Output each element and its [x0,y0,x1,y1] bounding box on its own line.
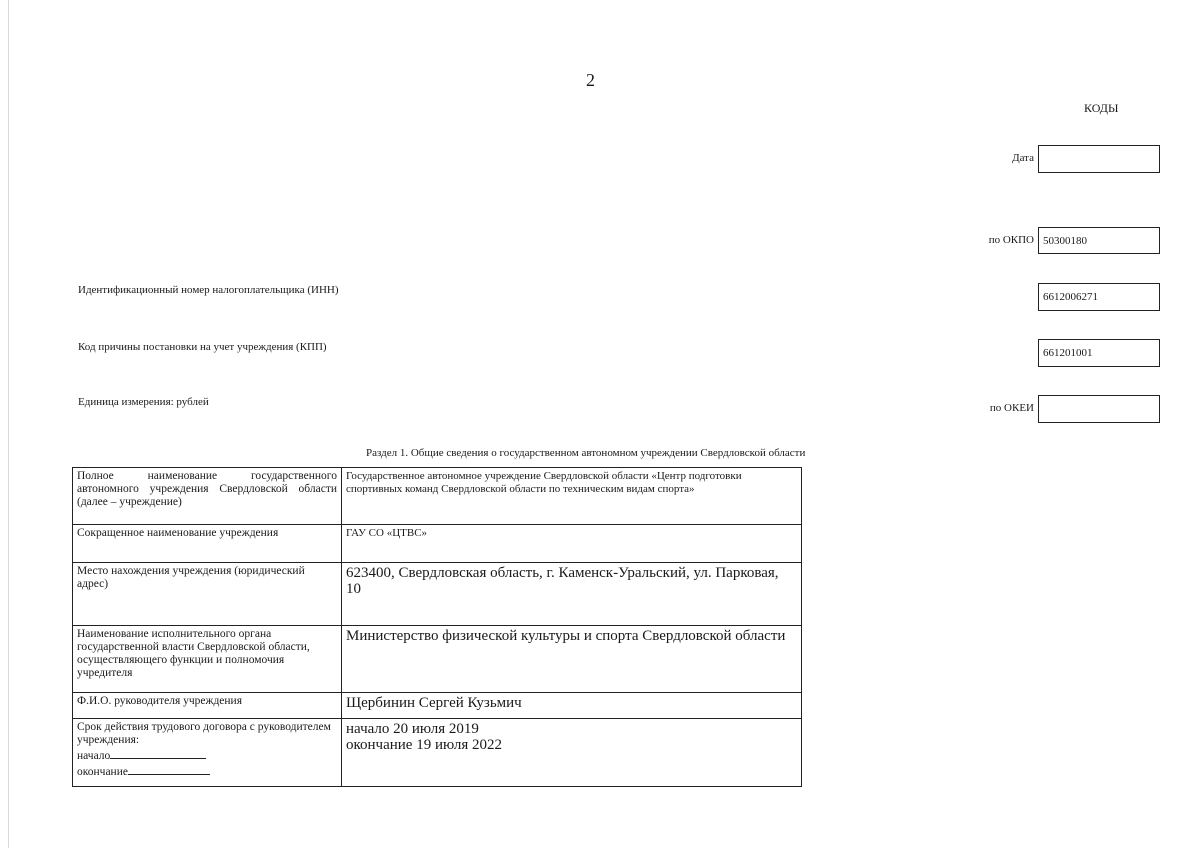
short-name-value: ГАУ СО «ЦТВС» [342,525,802,563]
okei-label: по ОКЕИ [989,402,1034,414]
page-edge [8,0,9,848]
inn-field[interactable]: 6612006271 [1038,283,1160,311]
table-row [73,719,802,787]
contract-term-label [73,719,342,787]
contract-end-label: окончание [77,766,128,778]
kpp-label: Код причины постановки на учет учреждения (КПП) [78,341,327,353]
table-row [73,525,802,563]
contract-start-line [77,747,337,763]
table-row [73,626,802,693]
section-title: Раздел 1. Общие сведения о государственном автономном учреждении Свердловской области [366,447,806,459]
okei-field[interactable] [1038,395,1160,423]
contract-end-line [77,763,337,779]
page-number: 2 [586,70,595,90]
kpp-field[interactable]: 661201001 [1038,339,1160,367]
table-row [73,693,802,719]
table-row [73,563,802,626]
full-name-label: Полное наименование государственного автономного учреждения Свердловской области (далее – учреждение) [73,468,342,525]
date-field[interactable] [1038,145,1160,173]
general-info-table [72,467,802,787]
contract-start-blank [110,747,206,759]
short-name-label: Сокращенное наименование учреждения [73,525,342,563]
address-label: Место нахождения учреждения (юридический адрес) [73,563,342,626]
codes-header: КОДЫ [1084,101,1119,115]
contract-start-value: начало 20 июля 2019 [346,721,479,737]
address-value: 623400, Свердловская область, г. Каменск-Уральский, ул. Парковая, 10 [342,563,802,626]
contract-term-value [342,719,802,787]
okpo-label: по ОКПО [988,234,1034,246]
okpo-field[interactable]: 50300180 [1038,227,1160,254]
contract-term-title: Срок действия трудового договора с руководителем учреждения: [77,721,331,746]
contract-end-value: окончание 19 июля 2022 [346,737,502,753]
full-name-value: Государственное автономное учреждение Свердловской области «Центр подготовки спортивных команд Свердловской области по техническим видам спорта» [342,468,802,525]
founder-label: Наименование исполнительного органа государственной власти Свердловской области, осуществляющего функции и полномочия учредителя [73,626,342,693]
unit-label: Единица измерения: рублей [78,396,209,408]
inn-label: Идентификационный номер налогоплательщика (ИНН) [78,284,339,296]
director-value: Щербинин Сергей Кузьмич [342,693,802,719]
director-label: Ф.И.О. руководителя учреждения [73,693,342,719]
contract-end-blank [128,763,210,775]
contract-start-label: начало [77,750,111,762]
table-row [73,468,802,525]
date-label: Дата [1012,152,1034,164]
founder-value: Министерство физической культуры и спорта Свердловской области [342,626,802,693]
